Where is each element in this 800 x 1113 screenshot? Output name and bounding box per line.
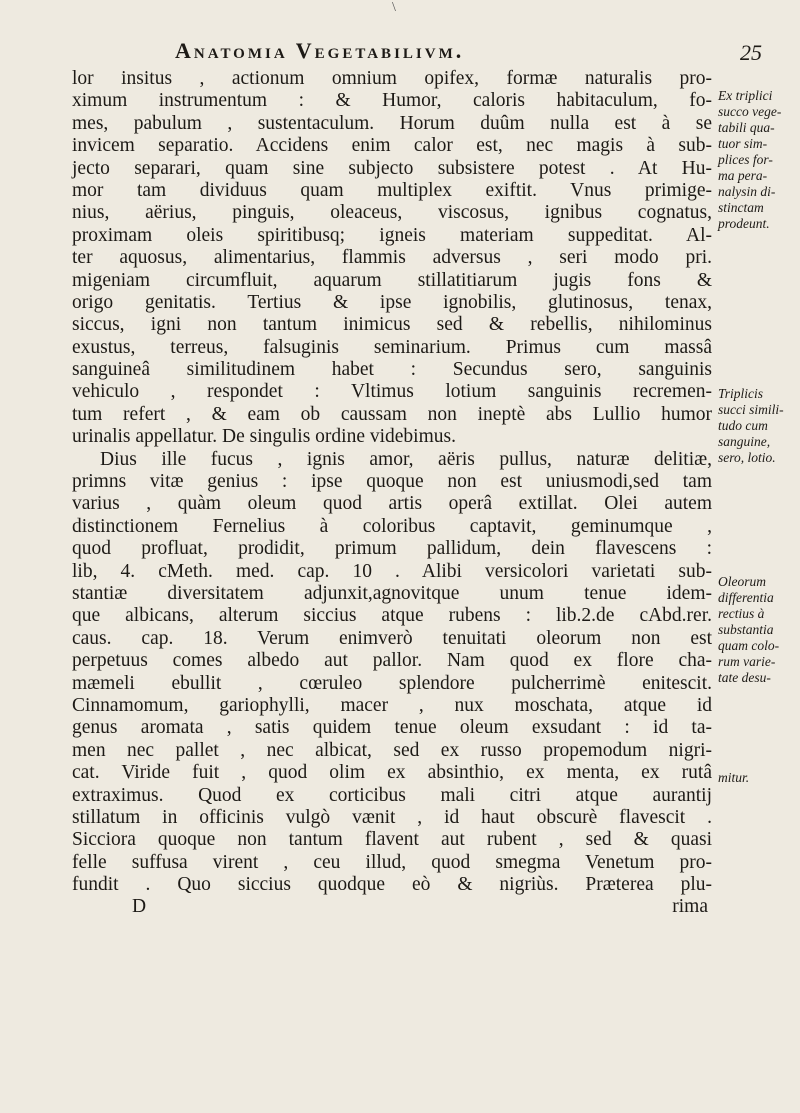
text-line: felle suffusa virent , ceu illud, quod smegma Venetum pro- [72, 851, 712, 873]
text-line: cat. Viride fuit , quod olim ex absinthio, ex menta, ex rutâ [72, 762, 712, 784]
text-line: Cinnamomum, gariophylli, macer , nux moschata, atque id [72, 694, 712, 716]
text-line: quod profluat, prodidit, primum pallidum, dein flavescens : [72, 538, 712, 560]
body-text [72, 68, 712, 919]
text-line: sanguineâ similitudinem habet : Secundus sero, sanguinis [72, 359, 712, 381]
text-line: ximum instrumentum : & Humor, caloris habitaculum, fo- [72, 90, 712, 112]
signature-line [72, 896, 712, 918]
catchword: rima [672, 896, 708, 918]
marginal-note-line: rectius à [718, 606, 765, 621]
text-line: primns vitæ genius : ipse quoque non est uniusmodi,sed tam [72, 471, 712, 493]
marginal-note-line: tuor sim- [718, 136, 768, 151]
marginal-note-line: differentia [718, 590, 774, 605]
text-line: caus. cap. 18. Verum enimverò tenuitati oleorum non est [72, 627, 712, 649]
top-mark: \ [392, 0, 396, 15]
text-line: distinctionem Fernelius à coloribus captavit, geminumque , [72, 515, 712, 537]
text-line: origo genitatis. Tertius & ipse ignobilis, glutinosus, tenax, [72, 291, 712, 313]
marginal-note-line: Ex triplici [718, 88, 773, 103]
marginal-note-line: prodeunt. [718, 216, 770, 231]
marginal-note-line: tudo cum [718, 418, 768, 433]
text-line: mes, pabulum , sustentaculum. Horum duûm nulla est à se [72, 112, 712, 134]
text-line: stillatum in officinis vulgò vænit , id haut obscurè flavescit . [72, 806, 712, 828]
text-line: fundit . Quo siccius quodque eò & nigriùs. Præterea plu- [72, 874, 712, 896]
marginal-note [718, 770, 798, 786]
marginal-note-line: sanguine, [718, 434, 771, 449]
marginal-note-line: plices for- [718, 152, 773, 167]
signature-mark: D [132, 896, 147, 918]
marginal-note-line: ma pera- [718, 168, 768, 183]
text-line: ter aquosus, alimentarius, flammis adversus , seri modo pri. [72, 247, 712, 269]
marginal-note-line: succi simili- [718, 402, 784, 417]
running-head: Anatomia Vegetabilivm. [175, 38, 465, 63]
marginal-note-line: nalysin di- [718, 184, 776, 199]
text-line: mor tam dividuus quam multiplex exiftit. Vnus primige- [72, 179, 712, 201]
marginal-note-line: substantia [718, 622, 774, 637]
text-line: lor insitus , actionum omnium opifex, formæ naturalis pro- [72, 68, 712, 89]
marginal-note-line: tabili qua- [718, 120, 775, 135]
marginal-note-line: sero, lotio. [718, 450, 776, 465]
text-line: jecto separari, quam sine subjecto subsistere potest . At Hu- [72, 157, 712, 179]
text-line: nius, aërius, pinguis, oleaceus, viscosus, ignibus cognatus, [72, 202, 712, 224]
marginal-note [718, 386, 798, 466]
text-line: migeniam circumfluit, aquarum stillatitiarum jugis fons & [72, 269, 712, 291]
text-line: que albicans, alterum siccius atque rubens : lib.2.de cAbd.rer. [72, 605, 712, 627]
marginal-note-line: Triplicis [718, 386, 764, 401]
text-line: genus aromata , satis quidem tenue oleum exsudant : id ta- [72, 717, 712, 739]
text-line: extraximus. Quod ex corticibus mali citri atque aurantij [72, 784, 712, 806]
marginal-note-line: Oleorum [718, 574, 766, 589]
text-line: tum refert , & eam ob caussam non ineptè abs Lullio humor [72, 403, 712, 425]
marginal-note-line: mitur. [718, 770, 750, 785]
marginal-note [718, 574, 798, 686]
text-line: Sicciora quoque non tantum flavent aut rubent , sed & quasi [72, 829, 712, 851]
text-line: siccus, igni non tantum inimicus sed & rebellis, nihilominus [72, 314, 712, 336]
text-line: perpetuus comes albedo aut pallor. Nam quod ex flore cha- [72, 650, 712, 672]
marginal-note-line: succo vege- [718, 104, 782, 119]
marginal-note [718, 88, 798, 232]
marginal-note-line: stinctam [718, 200, 764, 215]
text-line: proximam oleis spiritibusq; igneis materiam suppeditat. Al- [72, 224, 712, 246]
text-line: invicem separatio. Accidens enim calor est, nec magis à sub- [72, 135, 712, 157]
text-line: exustus, terreus, falsuginis seminarium. Primus cum massâ [72, 336, 712, 358]
marginal-note-line: rum varie- [718, 654, 776, 669]
text-line: men nec pallet , nec albicat, sed ex russo propemodum nigri- [72, 739, 712, 761]
marginal-note-line: tate desu- [718, 670, 771, 685]
text-line: Dius ille fucus , ignis amor, aëris pullus, naturæ delitiæ, [100, 448, 712, 470]
page-number: 25 [740, 40, 762, 65]
text-line: stantiæ diversitatem adjunxit,agnovitque unum tenue idem- [72, 582, 712, 604]
text-line: vehiculo , respondet : Vltimus lotium sanguinis recremen- [72, 381, 712, 403]
text-line: varius , quàm oleum quod artis operâ extillat. Olei autem [72, 493, 712, 515]
text-line: lib, 4. cMeth. med. cap. 10 . Alibi versicolori varietati sub- [72, 560, 712, 582]
text-line: urinalis appellatur. De singulis ordine videbimus. [72, 426, 456, 448]
marginal-note-line: quam colo- [718, 638, 780, 653]
text-line: mæmeli ebullit , cœruleo splendore pulcherrimè enitescit. [72, 672, 712, 694]
